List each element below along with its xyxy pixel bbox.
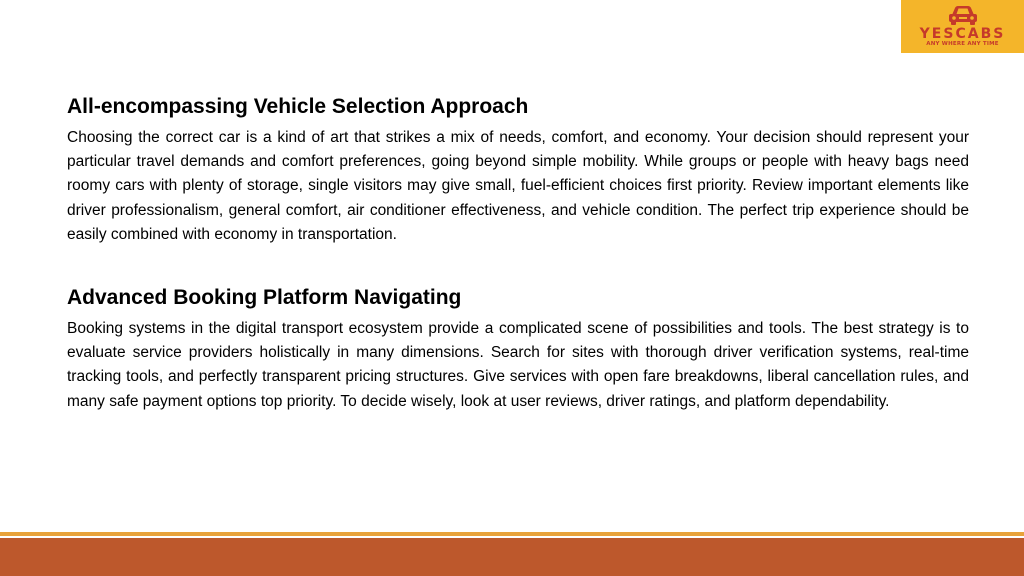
section-title: All-encompassing Vehicle Selection Approach [67,95,529,118]
logo-wordmark: YESCABS [919,26,1006,42]
section-title: Advanced Booking Platform Navigating [67,286,462,310]
car-icon [946,4,980,26]
section-paragraph: Booking systems in the digital transport ecosystem provide a complicated scene of possibilities and tools. The best strategy is to evaluate service providers holistically in many dimensions. Search for sites with thorough driver verification systems, real-time tracking tools, and perfectly transparent pricing structures. Give services with open fare breakdowns, liberal cancellation rules, and many safe payment options top priority. To decide wisely, look at user reviews, driver ratings, and platform dependability. [67,320,969,410]
logo-tagline: ANY WHERE ANY TIME [926,41,999,47]
footer-accent-line [0,532,1024,536]
footer-bar [0,538,1024,576]
section-paragraph: Choosing the correct car is a kind of art that strikes a mix of needs, comfort, and economy. Your decision should represent your particular travel demands and comfort preferences, going beyond simple mobility. While groups or people with heavy bags need roomy cars with plenty of storage, single visitors may give small, fuel-efficient choices first priority. Review important elements like driver professionalism, general comfort, air conditioner effectiveness, and vehicle condition. The perfect trip experience should be easily combined with economy in transportation. [67,129,969,243]
section-booking-platform [67,283,969,414]
yescabs-logo [901,0,1024,53]
section-vehicle-selection [67,92,969,247]
slide-content [67,92,969,414]
